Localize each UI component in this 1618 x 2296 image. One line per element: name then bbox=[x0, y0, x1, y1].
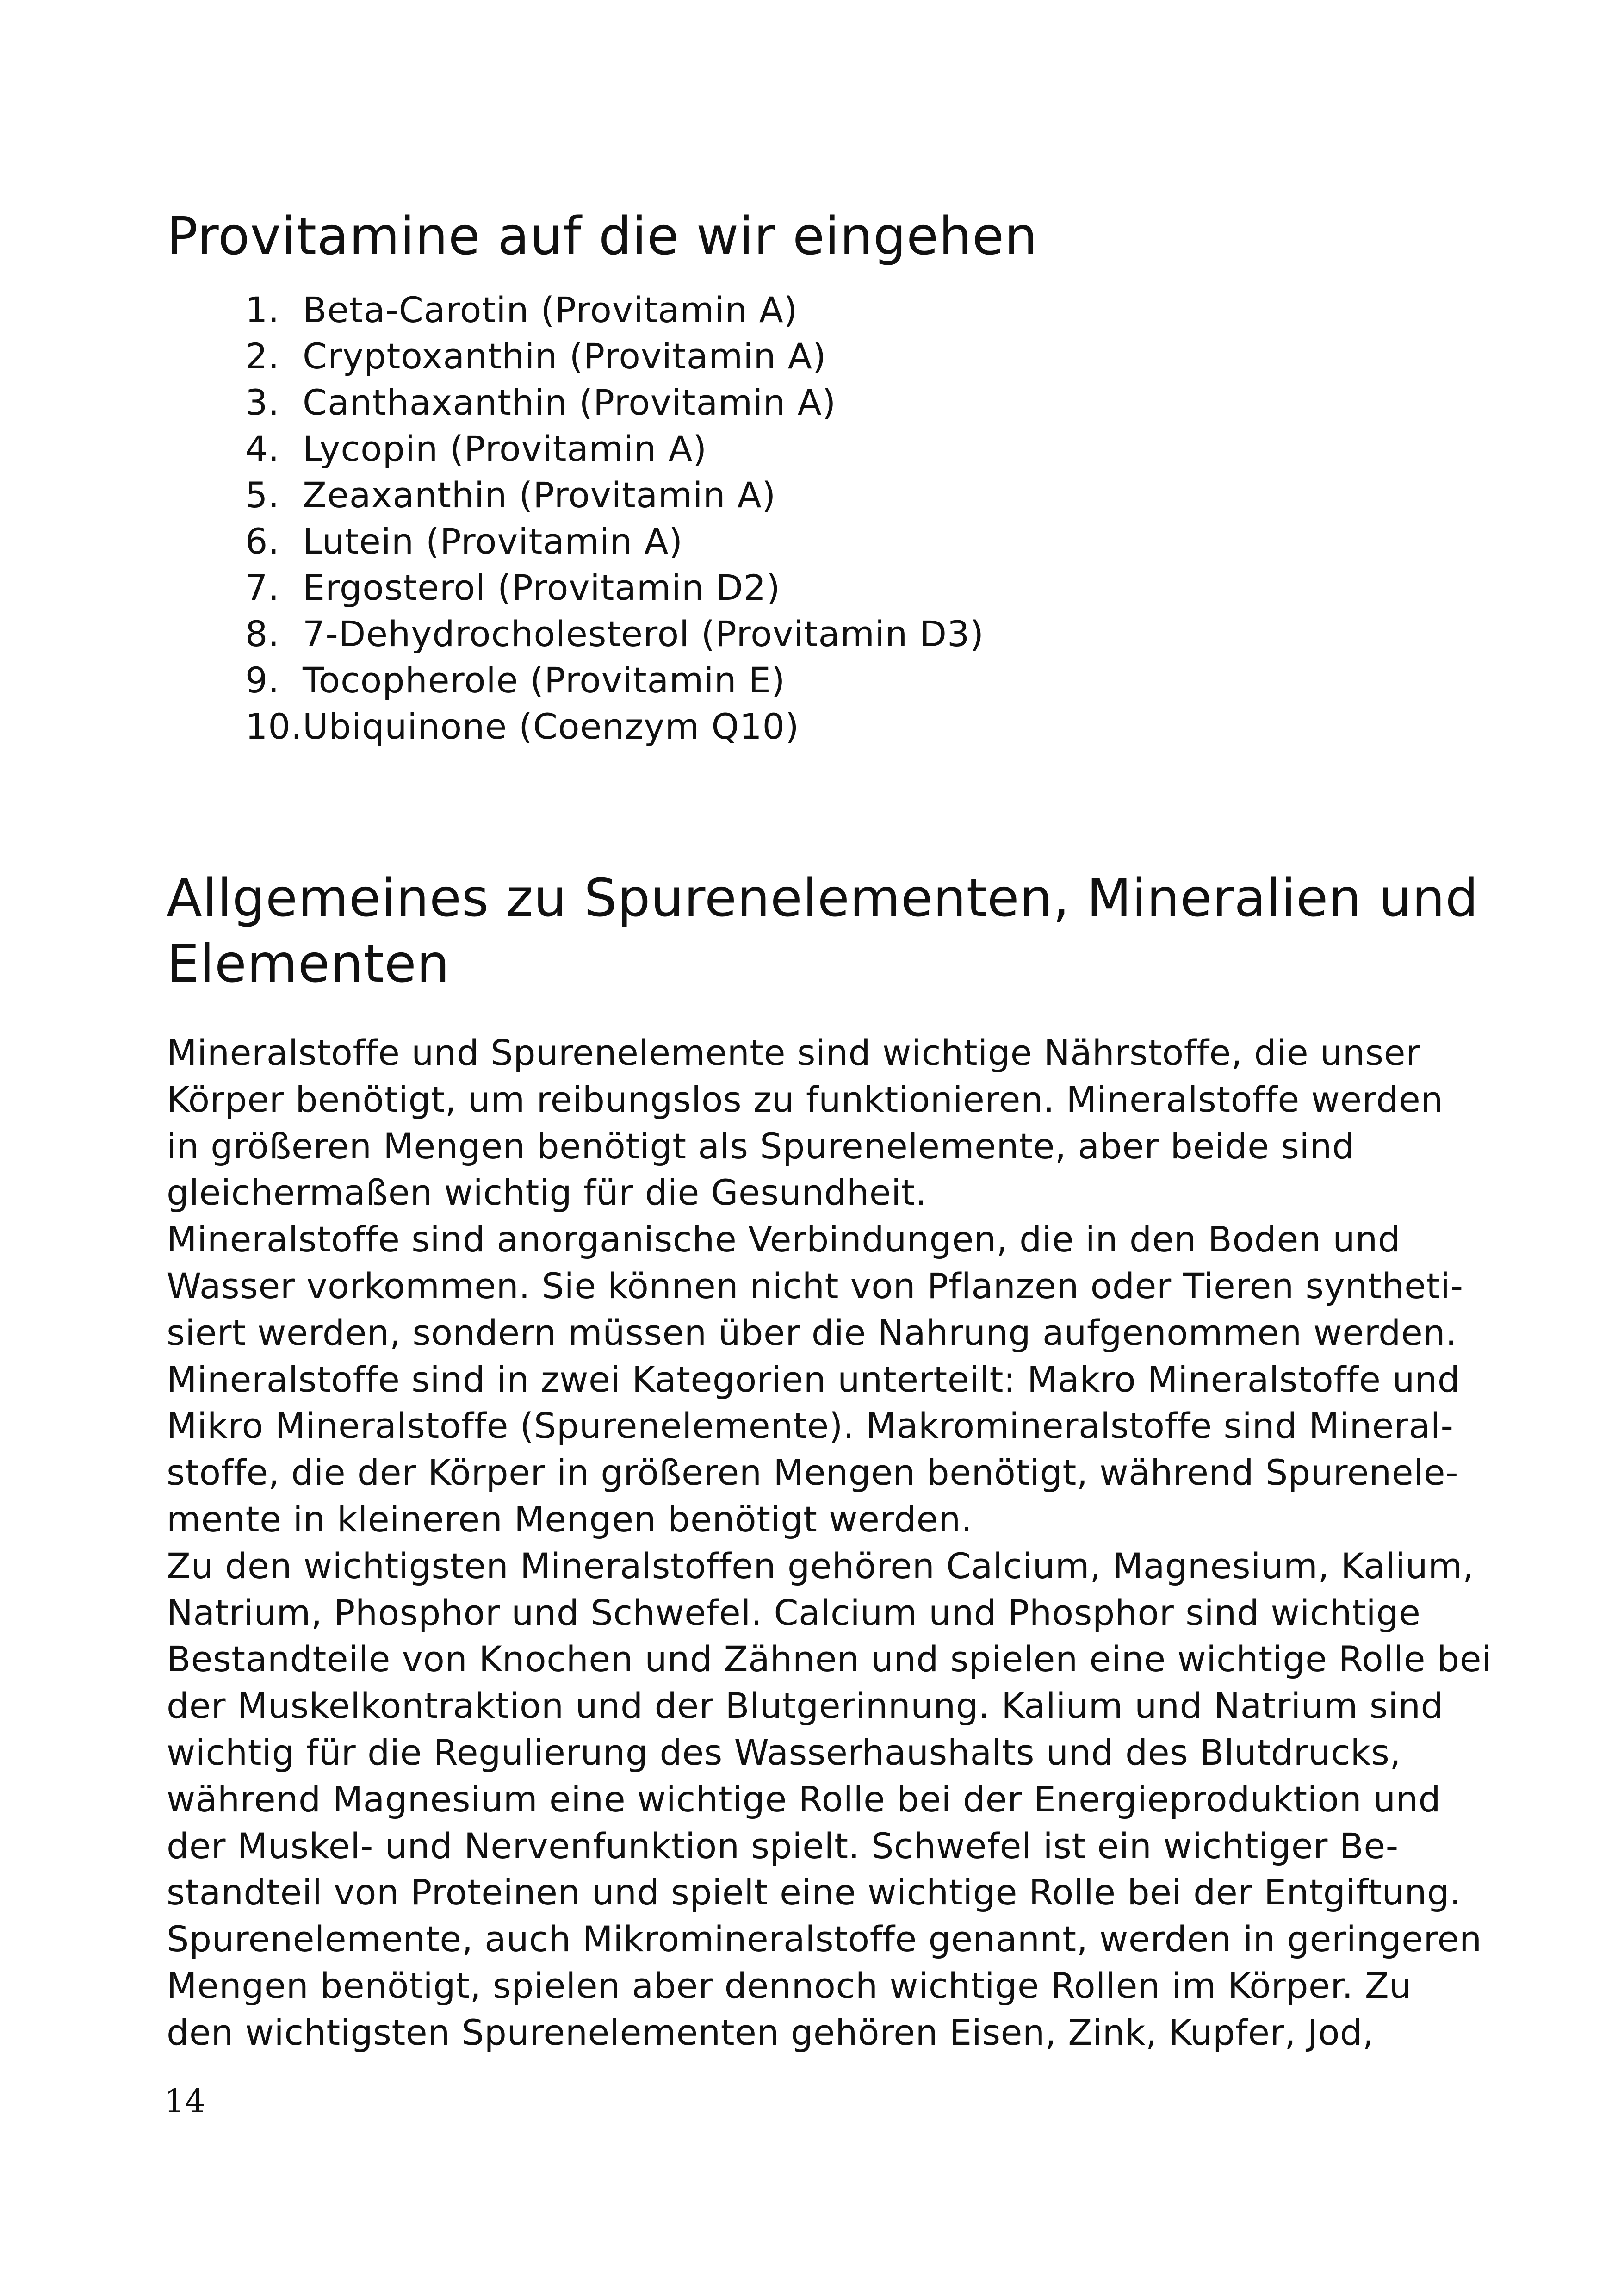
text-line: Mikro Mineralstoffe (Spurenelemente). Makromineralstoffe sind Mineral- bbox=[167, 1405, 1454, 1447]
list-item-text: Zeaxanthin (Provitamin A) bbox=[303, 474, 776, 516]
list-item-text: Tocopherole (Provitamin E) bbox=[303, 660, 786, 701]
list-item-number: 8. bbox=[245, 613, 280, 654]
list-item bbox=[245, 703, 984, 750]
list-item-number: 10. bbox=[245, 706, 303, 747]
text-line: der Muskel- und Nervenfunktion spielt. Schwefel ist ein wichtiger Be- bbox=[167, 1825, 1399, 1867]
list-item-text: Lycopin (Provitamin A) bbox=[303, 428, 707, 469]
text-line: wichtig für die Regulierung des Wasserhaushalts und des Blutdrucks, bbox=[167, 1731, 1401, 1773]
heading-provitamine: Provitamine auf die wir eingehen bbox=[167, 206, 1038, 267]
list-item bbox=[245, 333, 984, 380]
text-line: Bestandteile von Knochen und Zähnen und spielen eine wichtige Rolle bei bbox=[167, 1638, 1492, 1680]
text-line: gleichermaßen wichtig für die Gesundheit. bbox=[167, 1172, 927, 1213]
list-item bbox=[245, 657, 984, 703]
body-paragraph bbox=[167, 1030, 1492, 2056]
list-item-text: Beta-Carotin (Provitamin A) bbox=[303, 289, 798, 330]
text-line: den wichtigsten Spurenelementen gehören Eisen, Zink, Kupfer, Jod, bbox=[167, 2011, 1374, 2053]
heading-allgemeines: Allgemeines zu Spurenelementen, Mineralien und Elementen bbox=[167, 868, 1479, 994]
list-item bbox=[245, 426, 984, 472]
list-item bbox=[245, 611, 984, 657]
text-line: siert werden, sondern müssen über die Nahrung aufgenommen werden. bbox=[167, 1312, 1457, 1353]
list-item-text: Cryptoxanthin (Provitamin A) bbox=[303, 336, 827, 377]
text-line: der Muskelkontraktion und der Blutgerinnung. Kalium und Natrium sind bbox=[167, 1685, 1444, 1727]
list-item-text: Lutein (Provitamin A) bbox=[303, 521, 683, 562]
list-item-text: 7-Dehydrocholesterol (Provitamin D3) bbox=[303, 613, 985, 654]
text-line: während Magnesium eine wichtige Rolle bei der Energieproduktion und bbox=[167, 1778, 1441, 1820]
text-line: Natrium, Phosphor und Schwefel. Calcium und Phosphor sind wichtige bbox=[167, 1592, 1421, 1633]
list-item-text: Ergosterol (Provitamin D2) bbox=[303, 567, 781, 608]
list-item bbox=[245, 518, 984, 565]
text-line: Körper benötigt, um reibungslos zu funktionieren. Mineralstoffe werden bbox=[167, 1078, 1444, 1120]
text-line: standteil von Proteinen und spielt eine wichtige Rolle bei der Entgiftung. bbox=[167, 1872, 1461, 1913]
text-line: Mineralstoffe sind anorganische Verbindungen, die in den Boden und bbox=[167, 1219, 1401, 1260]
text-line: Mineralstoffe und Spurenelemente sind wichtige Nährstoffe, die unser bbox=[167, 1032, 1420, 1073]
list-item bbox=[245, 287, 984, 333]
text-line: in größeren Mengen benötigt als Spurenelemente, aber beide sind bbox=[167, 1125, 1355, 1167]
list-item-text: Ubiquinone (Coenzym Q10) bbox=[303, 706, 800, 747]
text-line: Spurenelemente, auch Mikromineralstoffe genannt, werden in geringeren bbox=[167, 1918, 1482, 1960]
list-item bbox=[245, 380, 984, 426]
text-line: mente in kleineren Mengen benötigt werden. bbox=[167, 1498, 973, 1540]
provitamin-list bbox=[245, 287, 984, 750]
list-item-number: 9. bbox=[245, 660, 280, 701]
list-item-number: 5. bbox=[245, 474, 280, 516]
list-item bbox=[245, 472, 984, 518]
text-line: Mineralstoffe sind in zwei Kategorien unterteilt: Makro Mineralstoffe und bbox=[167, 1358, 1460, 1400]
text-line: Mengen benötigt, spielen aber dennoch wichtige Rollen im Körper. Zu bbox=[167, 1965, 1412, 2006]
text-line: Wasser vorkommen. Sie können nicht von Pflanzen oder Tieren syntheti- bbox=[167, 1265, 1463, 1307]
list-item-text: Canthaxanthin (Provitamin A) bbox=[303, 382, 837, 423]
text-line: stoffe, die der Körper in größeren Mengen benötigt, während Spurenele- bbox=[167, 1452, 1459, 1493]
list-item bbox=[245, 565, 984, 611]
page-number: 14 bbox=[164, 2082, 206, 2120]
list-item-number: 4. bbox=[245, 428, 280, 469]
list-item-number: 7. bbox=[245, 567, 280, 608]
text-line: Zu den wichtigsten Mineralstoffen gehören Calcium, Magnesium, Kalium, bbox=[167, 1545, 1474, 1587]
list-item-number: 3. bbox=[245, 382, 280, 423]
list-item-number: 2. bbox=[245, 336, 280, 377]
list-item-number: 6. bbox=[245, 521, 280, 562]
list-item-number: 1. bbox=[245, 289, 280, 330]
